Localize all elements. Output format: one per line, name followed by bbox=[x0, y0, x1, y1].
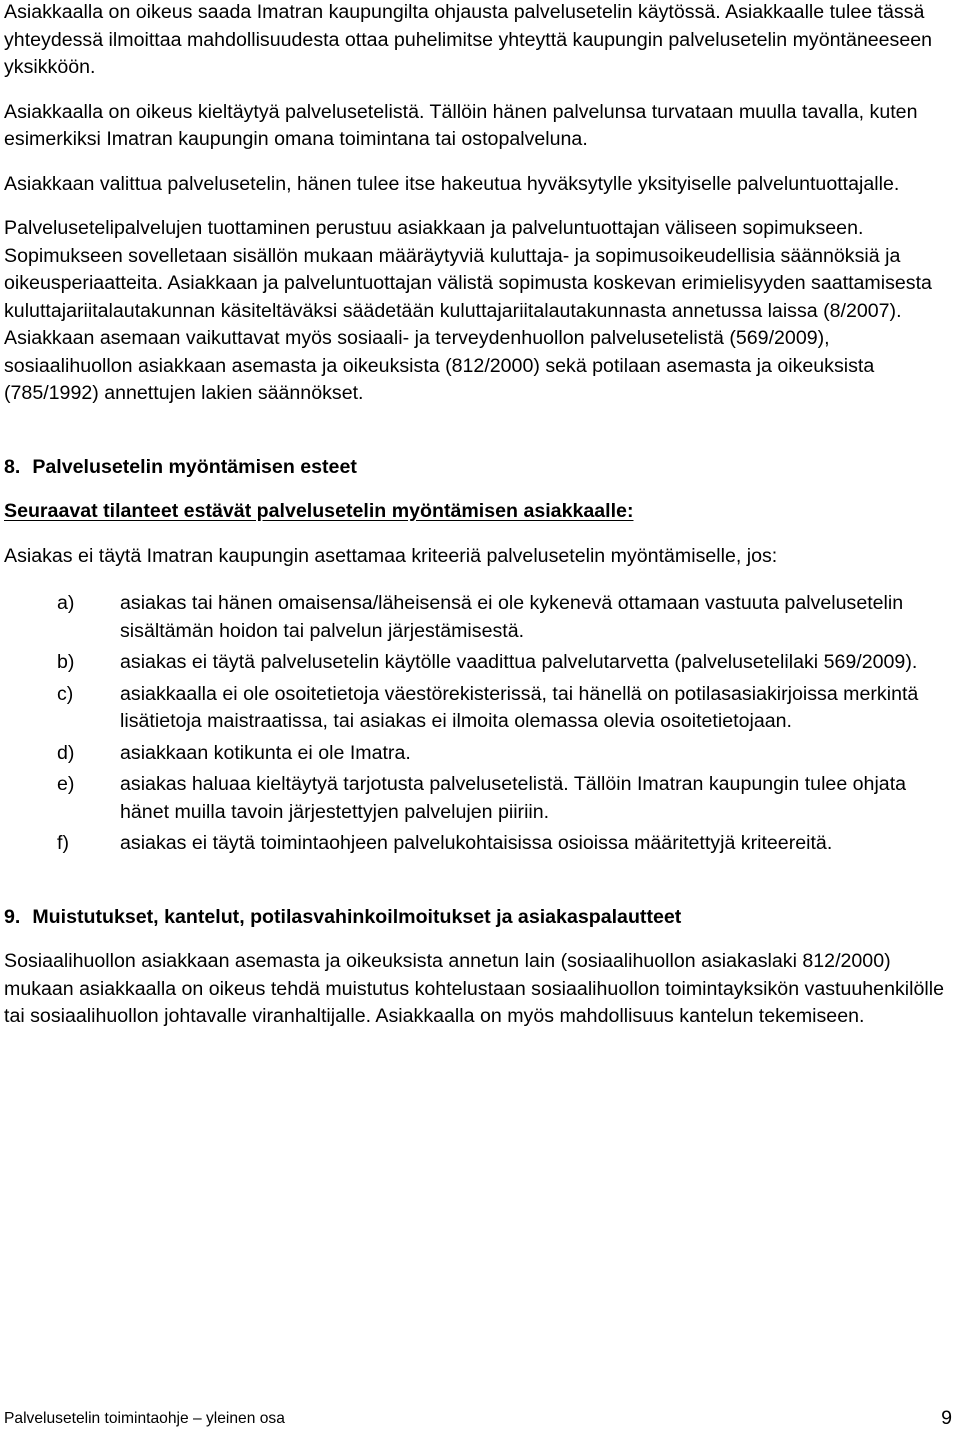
section-9-title: Muistutukset, kantelut, potilasvahinkoilmoitukset ja asiakaspalautteet bbox=[32, 905, 682, 928]
list-item-text: asiakas haluaa kieltäytyä tarjotusta palvelusetelistä. Tällöin Imatran kaupungin tulee ohjata hänet muilla tavoin järjestettyjen palvelujen piiriin. bbox=[120, 773, 907, 823]
list-item-marker: e) bbox=[57, 773, 75, 795]
intro-paragraph-contract: Palvelusetelipalvelujen tuottaminen perustuu asiakkaan ja palveluntuottajan väliseen sopimukseen. Sopimukseen sovelletaan sisällön mukaan määräytyviä kuluttaja- ja sopimusoikeudellisia säännöksiä ja oikeusperiaatteita. Asiakkaan ja palveluntuottajan välistä sopimusta koskevan erimielisyyden saattamisesta kuluttajariitalautakunnan käsiteltäväksi säädetään kuluttajariitalautakunnasta annetussa laissa (8/2007). Asiakkaan asemaan vaikuttavat myös sosiaali- ja terveydenhuollon palvelusetelistä (569/2009), sosiaalihuollon asiakkaan asemasta ja oikeuksista (812/2000) sekä potilaan asemasta ja oikeuksista (785/1992) annettujen lakien säännökset. bbox=[4, 217, 932, 404]
list-item-marker: c) bbox=[57, 682, 74, 705]
list-item bbox=[4, 681, 956, 736]
page-footer bbox=[4, 1409, 960, 1431]
list-item-marker: b) bbox=[57, 651, 75, 673]
list-item-text: asiakkaalla ei ole osoitetietoja väestörekisterissä, tai hänellä on potilasasiakirjoissa merkintä lisätietoja maistraatissa, tai asiakas ei ilmoita olemassa olevia osoitetietojaan. bbox=[120, 682, 919, 732]
list-item bbox=[4, 830, 956, 858]
intro-paragraph-refusal: Asiakkaalla on oikeus kieltäytyä palvelusetelistä. Tällöin hänen palvelunsa turvataan muulla tavalla, kuten esimerkiksi Imatran kaupungin omana toimintana tai ostopalveluna. bbox=[4, 100, 918, 150]
list-item-text: asiakas ei täytä palvelusetelin käytölle vaadittua palvelutarvetta (palvelusetelilaki 569/2009). bbox=[120, 651, 918, 673]
section-8-subheading: Seuraavat tilanteet estävät palvelusetelin myöntämisen asiakkaalle: bbox=[4, 500, 634, 522]
list-item-marker: d) bbox=[57, 741, 75, 764]
list-item bbox=[4, 771, 956, 826]
list-item-text: asiakas tai hänen omaisensa/läheisensä ei ole kykenevä ottamaan vastuuta palvelusetelin sisältämän hoidon tai palvelun järjestämisestä. bbox=[120, 592, 904, 642]
section-9-number: 9. bbox=[4, 905, 21, 928]
document-page bbox=[4, 0, 956, 1031]
section-8-heading bbox=[4, 454, 956, 482]
section-8-title: Palvelusetelin myöntämisen esteet bbox=[32, 455, 357, 478]
intro-paragraph-provider-choice: Asiakkaan valittua palvelusetelin, hänen tulee itse hakeutua hyväksytylle yksityiselle palveluntuottajalle. bbox=[4, 172, 900, 195]
list-item bbox=[4, 590, 956, 645]
list-item-text: asiakas ei täytä toimintaohjeen palvelukohtaisissa osioissa määritettyjä kriteereitä. bbox=[120, 832, 833, 854]
section-9-heading bbox=[4, 904, 956, 932]
list-item-marker: f) bbox=[57, 832, 69, 854]
intro-paragraph-guidance: Asiakkaalla on oikeus saada Imatran kaupungilta ohjausta palvelusetelin käytössä. Asiakkaalle tulee tässä yhteydessä ilmoittaa mahdollisuudesta ottaa puhelimitse yhteyttä kaupungin palvelusetelin myöntäneeseen yksikköön. bbox=[4, 1, 933, 78]
section-9-paragraph: Sosiaalihuollon asiakkaan asemasta ja oikeuksista annetun lain (sosiaalihuollon asiakaslaki 812/2000) mukaan asiakkaalla on oikeus tehdä muistutus kohtelustaan sosiaalihuollon toimintayksikön vastuuhenkilölle tai sosiaalihuollon johtavalle viranhaltijalle. Asiakkaalla on myös mahdollisuus kantelun tekemiseen. bbox=[4, 950, 944, 1027]
criteria-list bbox=[4, 590, 956, 858]
list-item bbox=[4, 740, 956, 768]
section-8-number: 8. bbox=[4, 455, 21, 478]
section-8-lead: Asiakas ei täytä Imatran kaupungin asettamaa kriteeriä palvelusetelin myöntämiselle, jos: bbox=[4, 544, 778, 567]
list-item-text: asiakkaan kotikunta ei ole Imatra. bbox=[120, 741, 411, 764]
footer-document-title: Palvelusetelin toimintaohje – yleinen osa bbox=[4, 1410, 285, 1427]
list-item-marker: a) bbox=[57, 592, 75, 614]
list-item bbox=[4, 649, 956, 677]
footer-page-number: 9 bbox=[941, 1407, 952, 1429]
